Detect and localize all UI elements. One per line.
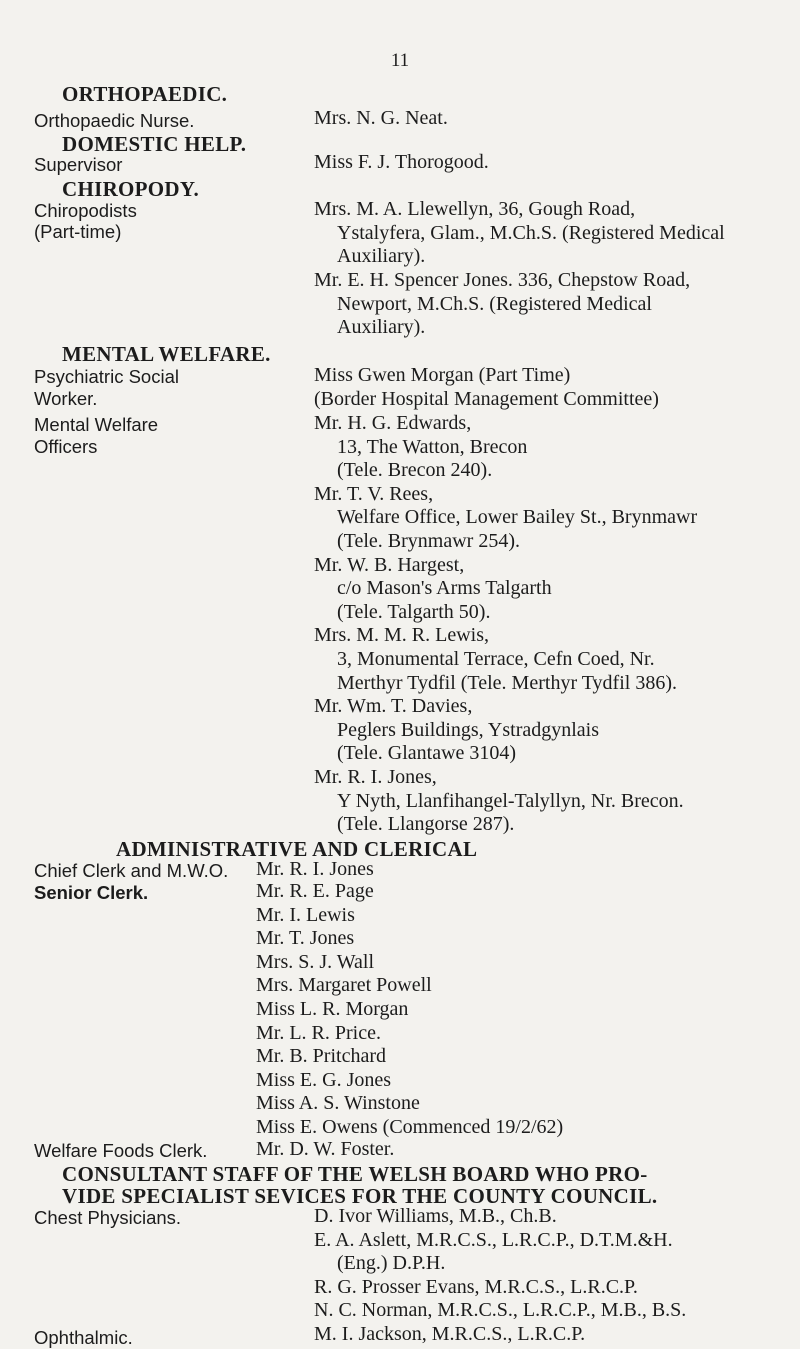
officer-name: Mr. R. I. Jones, — [314, 765, 437, 788]
clerk-name: Mr. R. E. Page — [256, 880, 374, 902]
psw-entry: Miss Gwen Morgan (Part Time) (Border Hospital Management Committee) — [314, 364, 659, 410]
welfare-foods-clerk-label: Welfare Foods Clerk. — [34, 1140, 208, 1161]
section-heading-consultant-2: VIDE SPECIALIST SEVICES FOR THE COUNTY COUNCIL. — [62, 1184, 658, 1208]
mental-welfare-officers-list: Mr. H. G. Edwards, 13, The Watton, Brecon (Tele. Brecon 240). Mr. T. V. Rees, Welfare Office, Lower Bailey St., Brynmawr (Tele. Brynmawr 254). Mr. W. B. Hargest, c/o Mason's Arms Talgarth (Tele. Talgarth 50). Mrs. M. M. R. Lewis, 3, Monumental Terrace, Cefn Coed, Nr. Merthyr Tydfil (Tele. Merthyr Tydfil 386). Mr. Wm. T. Davies, Peglers Buildings, Ystradgynlais (Tele. Glantawe 3104) Mr. R. I. Jones, Y Nyth, Llanfihangel-Talyllyn, Nr. Brecon. (Tele. Llangorse 287). — [314, 412, 698, 836]
clerk-name: Mr. L. R. Price. — [256, 1021, 381, 1044]
psw-label-2: Worker. — [34, 388, 98, 409]
chiropodist-entry: Mrs. M. A. Llewellyn, 36, Gough Road, Ystalyfera, Glam., M.Ch.S. (Registered Medical Auxiliary). — [314, 198, 725, 268]
chest-physicians-label: Chest Physicians. — [34, 1207, 182, 1228]
mwo-label-2: Officers — [34, 436, 98, 457]
psw-label: Psychiatric Social — [34, 366, 179, 387]
officer-name: Mr. W. B. Hargest, — [314, 553, 465, 576]
clerk-name: Miss E. G. Jones — [256, 1068, 392, 1091]
clerk-name: Mr. T. Jones — [256, 927, 355, 950]
clerks-list — [256, 880, 563, 1140]
mwo-label: Mental Welfare — [34, 414, 159, 435]
chest-physicians-list: D. Ivor Williams, M.B., Ch.B. E. A. Aslett, M.R.C.S., L.R.C.P., D.T.M.&H. (Eng.) D.P.H. R. G. Prosser Evans, M.R.C.S., L.R.C.P. N. C. Norman, M.R.C.S., L.R.C.P., M.B., B.S. M. I. Jackson, M.R.C.S., L.R.C.P. — [314, 1205, 687, 1345]
section-heading-administrative: ADMINISTRATIVE AND CLERICAL — [116, 837, 478, 861]
clerk-name: Miss A. S. Winstone — [256, 1092, 420, 1115]
officer-name: Mr. T. V. Rees, — [314, 482, 434, 505]
chief-clerk-label: Chief Clerk and M.W.O. — [34, 860, 229, 881]
section-heading-orthopaedic: ORTHOPAEDIC. — [62, 82, 228, 106]
section-heading-domestic-help: DOMESTIC HELP. — [62, 132, 247, 156]
officer-name: Mr. H. G. Edwards, — [314, 412, 472, 434]
ophthalmic-label: Ophthalmic. — [34, 1327, 133, 1348]
clerk-name: Mrs. S. J. Wall — [256, 950, 375, 973]
clerk-name: Mr. B. Pritchard — [256, 1045, 386, 1068]
supervisor-label: Supervisor — [34, 154, 123, 175]
clerk-name: Miss E. Owens (Commenced 19/2/62) — [256, 1115, 564, 1138]
senior-clerk-label: Senior Clerk. — [34, 882, 149, 903]
chiropodists-label: Chiropodists — [34, 200, 137, 221]
chief-clerk-value: Mr. R. I. Jones — [256, 858, 374, 880]
supervisor-value: Miss F. J. Thorogood. — [314, 151, 489, 173]
section-heading-chiropody: CHIROPODY. — [62, 177, 199, 201]
welfare-foods-clerk-value: Mr. D. W. Foster. — [256, 1138, 395, 1160]
page-number: 11 — [390, 50, 410, 71]
chiropodists-part-time-label: (Part-time) — [34, 221, 122, 242]
section-heading-mental-welfare: MENTAL WELFARE. — [62, 342, 271, 366]
chiropodist-entry: Mr. E. H. Spencer Jones. 336, Chepstow Road, Newport, M.Ch.S. (Registered Medical Auxiliary). — [314, 269, 691, 339]
clerk-name: Miss L. R. Morgan — [256, 997, 409, 1020]
section-heading-consultant: CONSULTANT STAFF OF THE WELSH BOARD WHO PRO- — [62, 1162, 648, 1186]
orthopaedic-nurse-value: Mrs. N. G. Neat. — [314, 107, 448, 129]
clerk-name: Mrs. Margaret Powell — [256, 974, 432, 997]
officer-name: Mr. Wm. T. Davies, — [314, 695, 473, 718]
clerk-name: Mr. I. Lewis — [256, 903, 355, 926]
officer-name: Mrs. M. M. R. Lewis, — [314, 624, 490, 647]
orthopaedic-nurse-label: Orthopaedic Nurse. — [34, 110, 195, 131]
